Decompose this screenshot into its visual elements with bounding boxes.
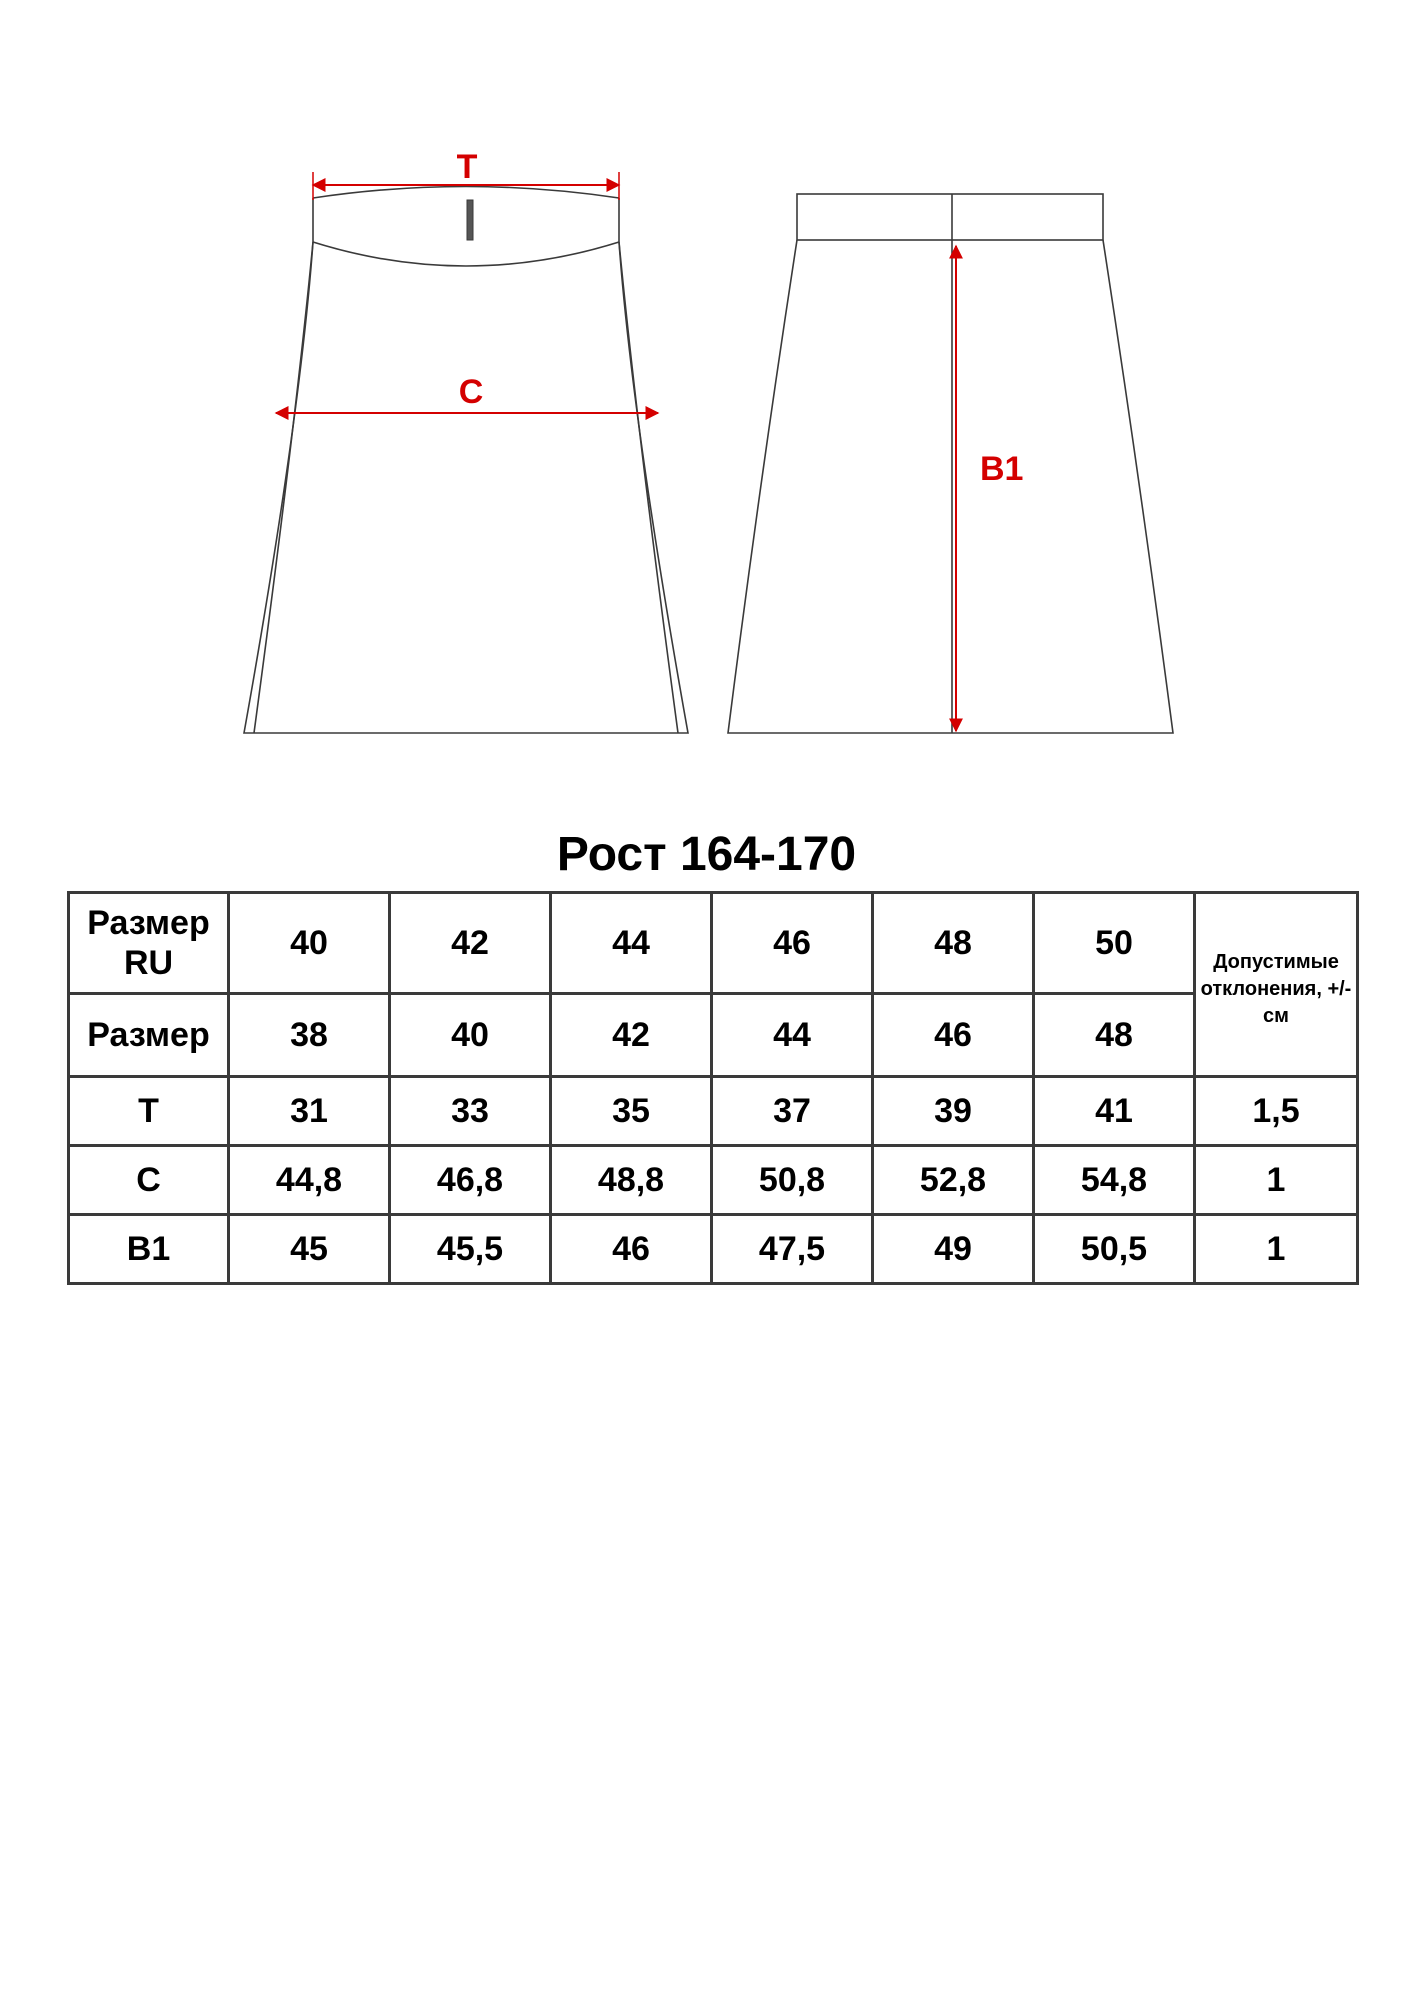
measure-cell: 37 [712,1077,873,1146]
skirt-front-view [244,187,688,734]
header-tolerance: Допустимые отклонения, +/- см [1195,893,1358,1077]
dimension-b1 [956,246,1023,731]
measure-cell: 52,8 [873,1146,1034,1215]
size-ru-cell: 44 [551,893,712,994]
size-ru-cell: 46 [712,893,873,994]
size-cell: 40 [390,994,551,1077]
size-chart-table [67,891,1359,1285]
dimension-c [276,373,658,413]
tolerance-cell: 1,5 [1195,1077,1358,1146]
size-ru-cell: 40 [229,893,390,994]
measure-cell: 45,5 [390,1215,551,1284]
back-outline [728,240,1173,733]
table-row-size [69,994,1358,1077]
front-right-panel-seam [619,242,678,733]
measure-cell: 54,8 [1034,1146,1195,1215]
row-label-b1: B1 [69,1215,229,1284]
table-row-b1 [69,1215,1358,1284]
skirt-technical-drawing [0,0,1413,780]
row-label-c: C [69,1146,229,1215]
measure-cell: 47,5 [712,1215,873,1284]
measure-cell: 33 [390,1077,551,1146]
measure-cell: 39 [873,1077,1034,1146]
size-ru-cell: 50 [1034,893,1195,994]
measure-cell: 31 [229,1077,390,1146]
size-cell: 44 [712,994,873,1077]
measure-cell: 41 [1034,1077,1195,1146]
row-label-t: T [69,1077,229,1146]
skirt-back-view [728,194,1173,733]
measure-cell: 48,8 [551,1146,712,1215]
measure-cell: 35 [551,1077,712,1146]
measure-cell: 46 [551,1215,712,1284]
header-size: Размер [69,994,229,1077]
back-waistband [797,194,1103,240]
size-cell: 42 [551,994,712,1077]
measure-cell: 45 [229,1215,390,1284]
measure-cell: 49 [873,1215,1034,1284]
tolerance-cell: 1 [1195,1215,1358,1284]
measure-cell: 50,5 [1034,1215,1195,1284]
size-cell: 46 [873,994,1034,1077]
table-row-c [69,1146,1358,1215]
measure-cell: 46,8 [390,1146,551,1215]
waistband-bottom [313,242,619,266]
height-range-title: Рост 164-170 [556,828,857,881]
dimension-label-t: T [456,148,478,186]
table-row-size-ru [69,893,1358,994]
waistband-top [313,187,619,199]
size-cell: 38 [229,994,390,1077]
front-outline [244,198,688,733]
measure-cell: 44,8 [229,1146,390,1215]
front-left-panel-seam [254,242,313,733]
front-zipper [467,200,473,240]
dimension-label-b1: B1 [980,450,1024,488]
size-ru-cell: 48 [873,893,1034,994]
header-size-ru: Размер RU [69,893,229,994]
size-ru-cell: 42 [390,893,551,994]
measure-cell: 50,8 [712,1146,873,1215]
size-cell: 48 [1034,994,1195,1077]
dimension-label-c: C [458,373,484,411]
table-row-t [69,1077,1358,1146]
tolerance-cell: 1 [1195,1146,1358,1215]
